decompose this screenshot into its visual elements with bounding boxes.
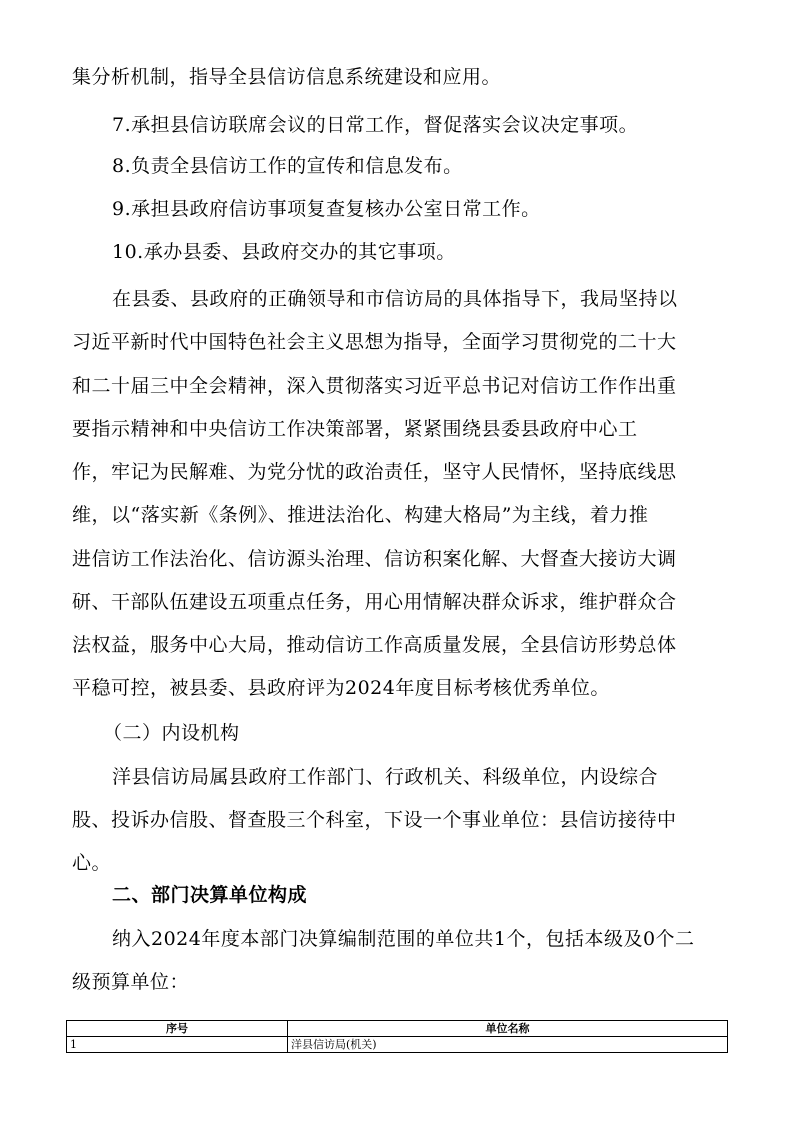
summary-paragraph-line: 法权益，服务中心大局，推动信访工作高质量发展，全县信访形势总体	[72, 634, 677, 656]
table-cell: 1	[67, 1037, 288, 1053]
structure-paragraph-line: 股、投诉办信股、督查股三个科室，下设一个事业单位：县信访接待中	[72, 809, 677, 831]
table-cell: 洋县信访局(机关)	[288, 1037, 728, 1053]
table-header-cell: 序号	[67, 1021, 288, 1037]
paragraph-line: 集分析机制，指导全县信访信息系统建设和应用。	[72, 66, 502, 88]
paragraph-item-7: 7.承担县信访联席会议的日常工作，督促落实会议决定事项。	[112, 114, 639, 136]
summary-paragraph-line: 和二十届三中全会精神，深入贯彻落实习近平总书记对信访工作作出重	[72, 375, 677, 397]
table-row	[67, 1037, 728, 1053]
table-header-cell: 单位名称	[288, 1021, 728, 1037]
section-heading: 二、部门决算单位构成	[112, 884, 308, 906]
structure-paragraph-line: 洋县信访局属县政府工作部门、行政机关、科级单位，内设综合	[112, 766, 659, 788]
section-subheading: （二）内设机构	[103, 722, 240, 744]
units-table	[66, 1020, 728, 1053]
summary-paragraph-line: 在县委、县政府的正确领导和市信访局的具体指导下，我局坚持以	[112, 288, 678, 310]
units-paragraph-line: 纳入2024年度本部门决算编制范围的单位共1个，包括本级及0个二	[112, 928, 695, 950]
summary-paragraph-line: 维，以“落实新《条例》、推进法治化、构建大格局”为主线，着力推	[72, 504, 649, 526]
paragraph-item-8: 8.负责全县信访工作的宣传和信息发布。	[112, 155, 463, 177]
paragraph-item-10: 10.承办县委、县政府交办的其它事项。	[112, 241, 456, 263]
summary-paragraph-line: 要指示精神和中央信访工作决策部署，紧紧围绕县委县政府中心工	[72, 418, 638, 440]
summary-paragraph-line: 习近平新时代中国特色社会主义思想为指导，全面学习贯彻党的二十大	[72, 331, 677, 353]
table-header-row	[67, 1021, 728, 1037]
units-paragraph-line: 级预算单位：	[72, 971, 190, 993]
paragraph-item-9: 9.承担县政府信访事项复查复核办公室日常工作。	[112, 198, 541, 220]
summary-paragraph-line: 进信访工作法治化、信访源头治理、信访积案化解、大督查大接访大调	[72, 548, 677, 570]
summary-paragraph-line: 作，牢记为民解难、为党分忧的政治责任，坚守人民情怀，坚持底线思	[72, 461, 677, 483]
structure-paragraph-line: 心。	[72, 852, 112, 874]
summary-paragraph-line: 平稳可控，被县委、县政府评为2024年度目标考核优秀单位。	[72, 677, 610, 699]
summary-paragraph-line: 研、干部队伍建设五项重点任务，用心用情解决群众诉求，维护群众合	[72, 591, 677, 613]
